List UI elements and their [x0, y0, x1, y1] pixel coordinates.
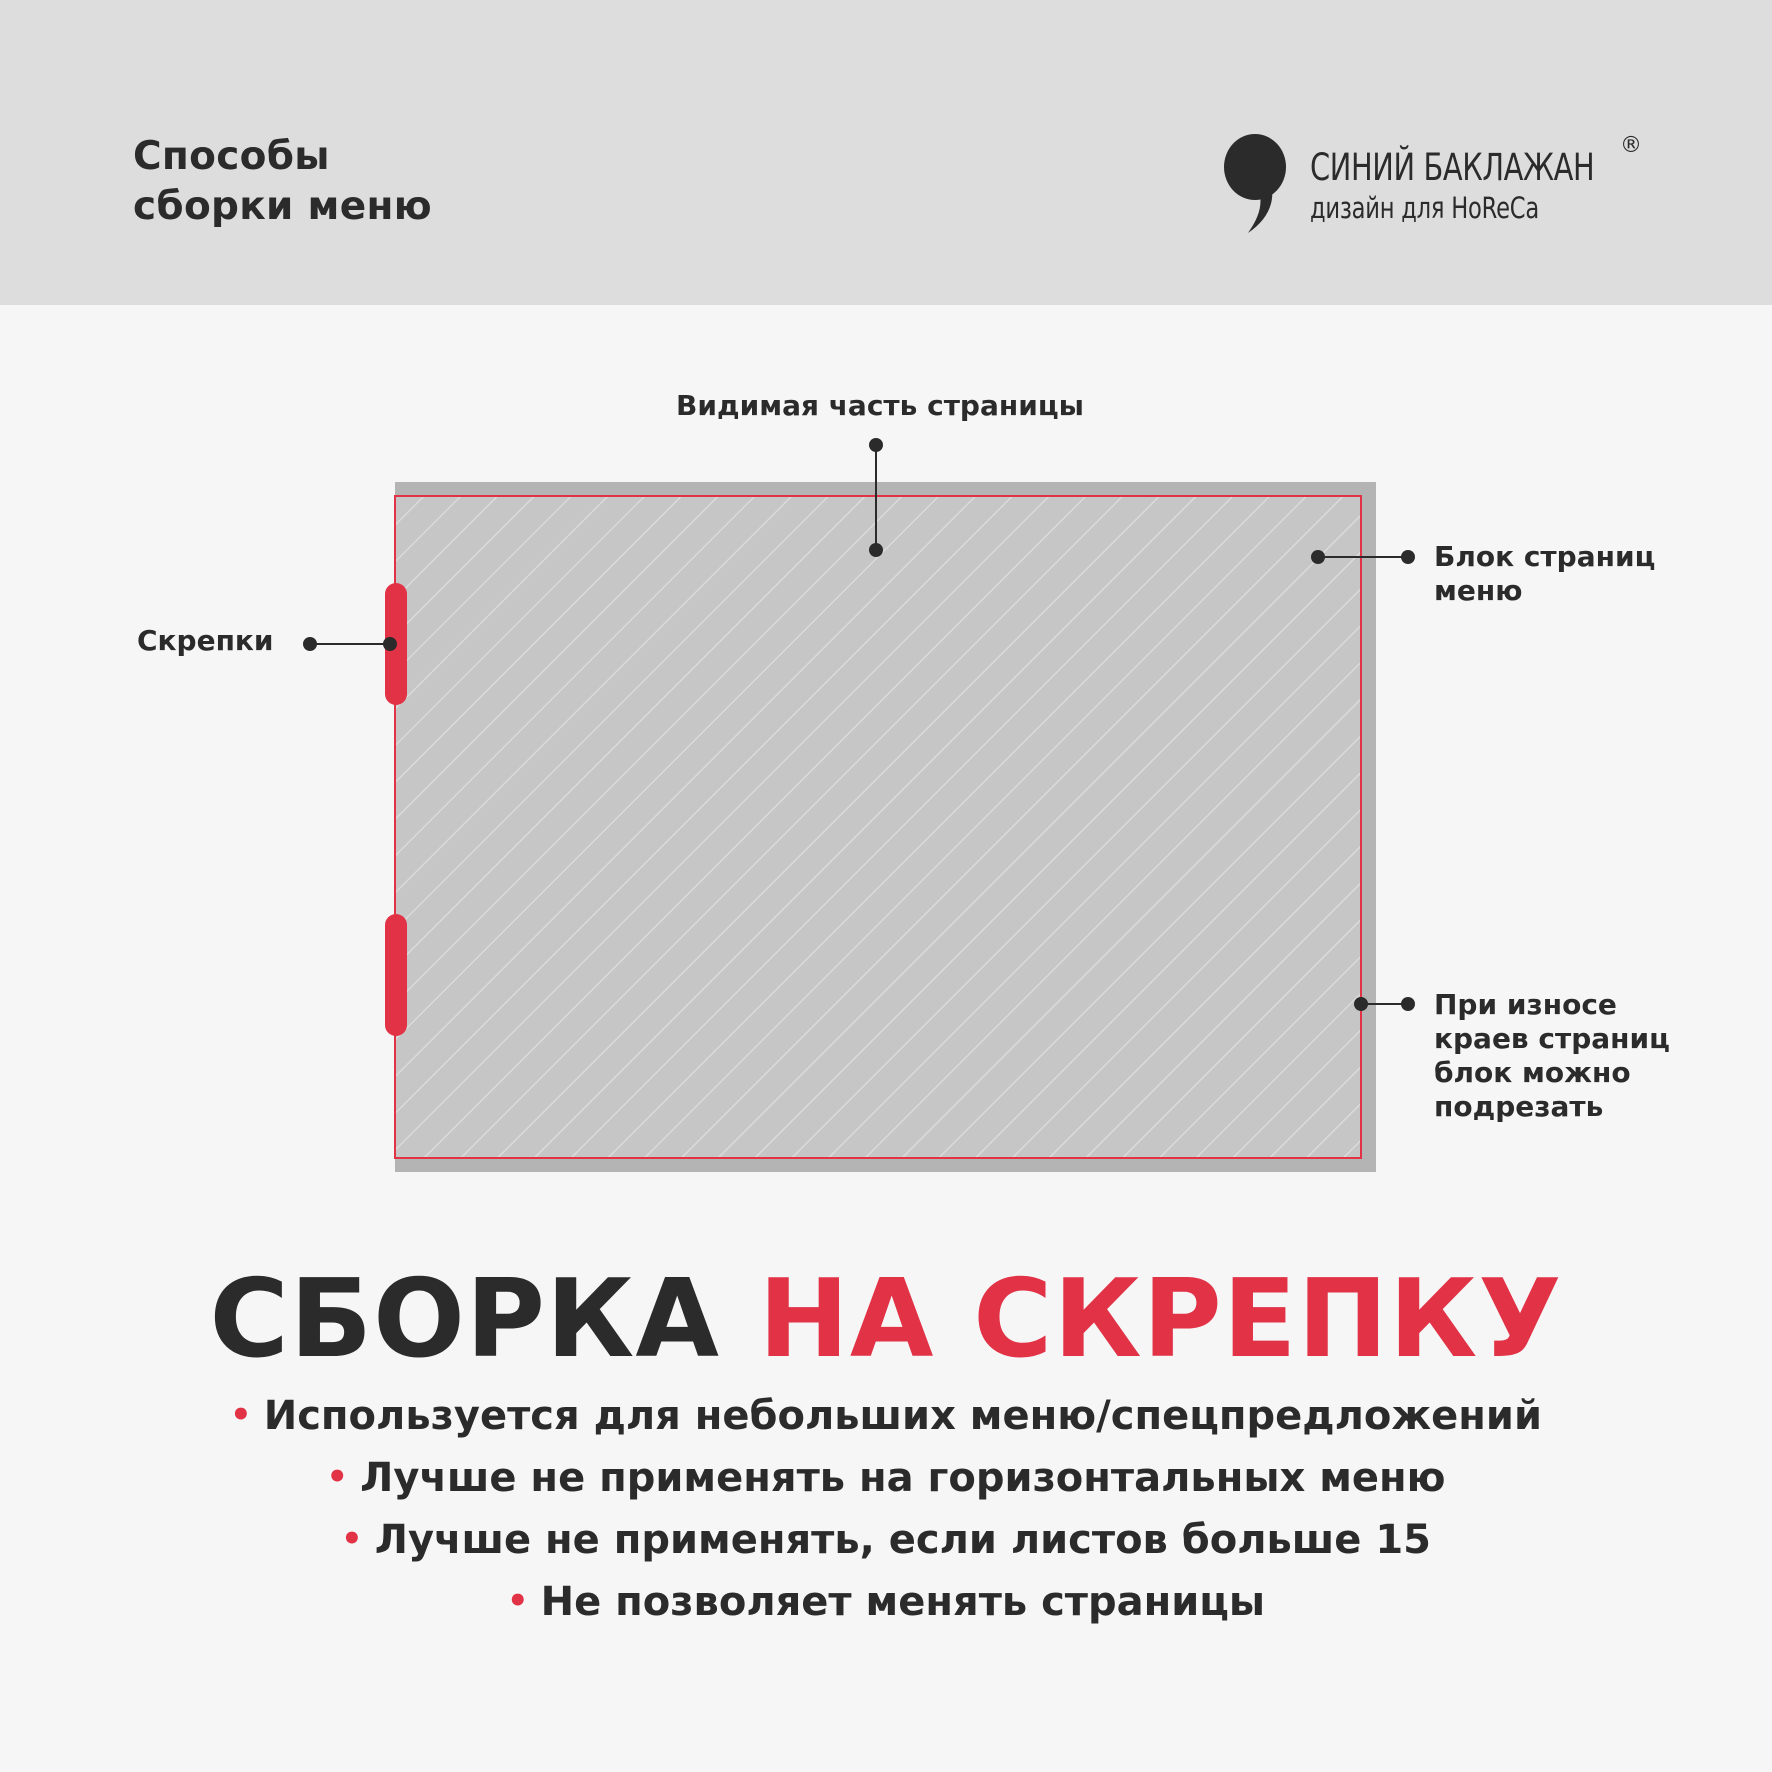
label-staples: Скрепки	[137, 624, 274, 657]
bullet-dot-icon: •	[341, 1519, 363, 1559]
label-trim-line4: подрезать	[1434, 1090, 1604, 1123]
feature-list	[0, 1385, 1772, 1633]
trim-pointer	[1354, 997, 1415, 1011]
label-trim-line2: краев страниц	[1434, 1022, 1670, 1055]
list-item	[0, 1571, 1772, 1633]
list-item-text: Лучше не применять на горизонтальных меню	[360, 1455, 1446, 1501]
bullet-dot-icon: •	[506, 1581, 529, 1621]
headline-part2: НА СКРЕПКУ	[758, 1257, 1563, 1382]
label-trim-line1: При износе	[1434, 988, 1617, 1021]
label-trim	[1434, 988, 1670, 1124]
brand-name: СИНИЙ БАКЛАЖАН	[1310, 146, 1595, 189]
headline-part1: СБОРКА	[209, 1257, 720, 1382]
registered-mark: ®	[1620, 133, 1642, 158]
staple-bottom	[385, 914, 407, 1036]
list-item	[0, 1447, 1772, 1509]
list-item-text: Не позволяет менять страницы	[540, 1579, 1266, 1625]
bullet-dot-icon: •	[326, 1457, 349, 1497]
list-item	[0, 1385, 1772, 1447]
label-page-block-line2: меню	[1434, 574, 1523, 607]
list-item-text: Используется для небольших меню/спецпредложений	[263, 1393, 1542, 1439]
staples-pointer	[303, 637, 397, 651]
label-page-block-line1: Блок страниц	[1434, 540, 1656, 573]
page-title-line2: сборки меню	[133, 184, 432, 229]
brand-tagline: дизайн для HoReCa	[1310, 191, 1539, 225]
list-item	[0, 1509, 1772, 1571]
page-title-line1: Способы	[133, 134, 330, 179]
list-item-text: Лучше не применять, если листов больше 15	[374, 1517, 1431, 1563]
label-page-block	[1434, 540, 1655, 608]
bullet-dot-icon: •	[230, 1395, 252, 1435]
main-headline	[0, 1255, 1772, 1385]
label-trim-line3: блок можно	[1434, 1056, 1631, 1089]
visible-page-area	[395, 496, 1361, 1158]
label-visible-part: Видимая часть страницы	[676, 389, 1084, 422]
